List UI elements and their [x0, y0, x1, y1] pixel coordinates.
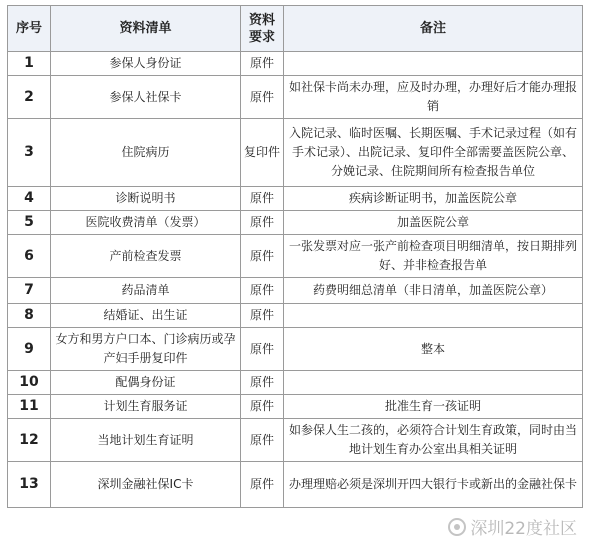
row-item: 产前检查发票	[51, 235, 241, 278]
row-note: 加盖医院公章	[284, 211, 583, 235]
table-row	[8, 235, 583, 278]
header-no: 序号	[8, 6, 51, 52]
header-row	[8, 6, 583, 52]
row-note: 如社保卡尚未办理，应及时办理，办理好后才能办理报销	[284, 76, 583, 119]
row-note	[284, 52, 583, 76]
row-req: 原件	[241, 395, 284, 419]
row-req: 原件	[241, 304, 284, 328]
table-row	[8, 278, 583, 304]
row-no: 12	[8, 419, 51, 462]
row-item: 女方和男方户口本、门诊病历或孕产妇手册复印件	[51, 328, 241, 371]
row-item: 参保人身份证	[51, 52, 241, 76]
row-req: 原件	[241, 52, 284, 76]
table-row	[8, 371, 583, 395]
watermark	[448, 514, 577, 539]
row-req: 原件	[241, 371, 284, 395]
row-req: 复印件	[241, 119, 284, 187]
table-row	[8, 76, 583, 119]
row-no: 11	[8, 395, 51, 419]
row-note: 如参保人生二孩的，必须符合计划生育政策，同时由当地计划生育办公室出具相关证明	[284, 419, 583, 462]
table-row	[8, 304, 583, 328]
row-no: 3	[8, 119, 51, 187]
table-row	[8, 462, 583, 508]
row-note	[284, 371, 583, 395]
row-item: 药品清单	[51, 278, 241, 304]
table-row	[8, 52, 583, 76]
row-req: 原件	[241, 235, 284, 278]
row-req: 原件	[241, 419, 284, 462]
table-row	[8, 328, 583, 371]
row-note: 整本	[284, 328, 583, 371]
row-item: 深圳金融社保IC卡	[51, 462, 241, 508]
row-note: 办理理赔必须是深圳开四大银行卡或新出的金融社保卡	[284, 462, 583, 508]
table-row	[8, 211, 583, 235]
header-note: 备注	[284, 6, 583, 52]
table-row	[8, 395, 583, 419]
watermark-text: 深圳22度社区	[470, 519, 577, 539]
row-note: 批准生育一孩证明	[284, 395, 583, 419]
row-note	[284, 304, 583, 328]
row-req: 原件	[241, 187, 284, 211]
row-no: 1	[8, 52, 51, 76]
row-item: 住院病历	[51, 119, 241, 187]
row-item: 诊断说明书	[51, 187, 241, 211]
row-no: 9	[8, 328, 51, 371]
row-item: 医院收费清单（发票）	[51, 211, 241, 235]
row-item: 计划生育服务证	[51, 395, 241, 419]
row-no: 10	[8, 371, 51, 395]
row-no: 7	[8, 278, 51, 304]
header-req: 资料要求	[241, 6, 284, 52]
row-note: 入院记录、临时医嘱、长期医嘱、手术记录过程（如有手术记录）、出院记录、复印件全部需要盖医院公章、分娩记录、住院期间所有检查报告单位	[284, 119, 583, 187]
row-no: 13	[8, 462, 51, 508]
materials-table	[7, 5, 583, 508]
table-row	[8, 119, 583, 187]
row-no: 6	[8, 235, 51, 278]
row-item: 配偶身份证	[51, 371, 241, 395]
row-note: 疾病诊断证明书，加盖医院公章	[284, 187, 583, 211]
row-item: 结婚证、出生证	[51, 304, 241, 328]
wechat-icon	[448, 518, 466, 536]
row-no: 8	[8, 304, 51, 328]
row-req: 原件	[241, 328, 284, 371]
table-row	[8, 187, 583, 211]
row-req: 原件	[241, 76, 284, 119]
header-item: 资料清单	[51, 6, 241, 52]
row-no: 2	[8, 76, 51, 119]
row-note: 药费明细总清单（非日清单，加盖医院公章）	[284, 278, 583, 304]
row-req: 原件	[241, 211, 284, 235]
row-req: 原件	[241, 278, 284, 304]
row-item: 参保人社保卡	[51, 76, 241, 119]
table-row	[8, 419, 583, 462]
row-item: 当地计划生育证明	[51, 419, 241, 462]
row-no: 5	[8, 211, 51, 235]
row-no: 4	[8, 187, 51, 211]
row-note: 一张发票对应一张产前检查项目明细清单，按日期排列好、并非检查报告单	[284, 235, 583, 278]
row-req: 原件	[241, 462, 284, 508]
